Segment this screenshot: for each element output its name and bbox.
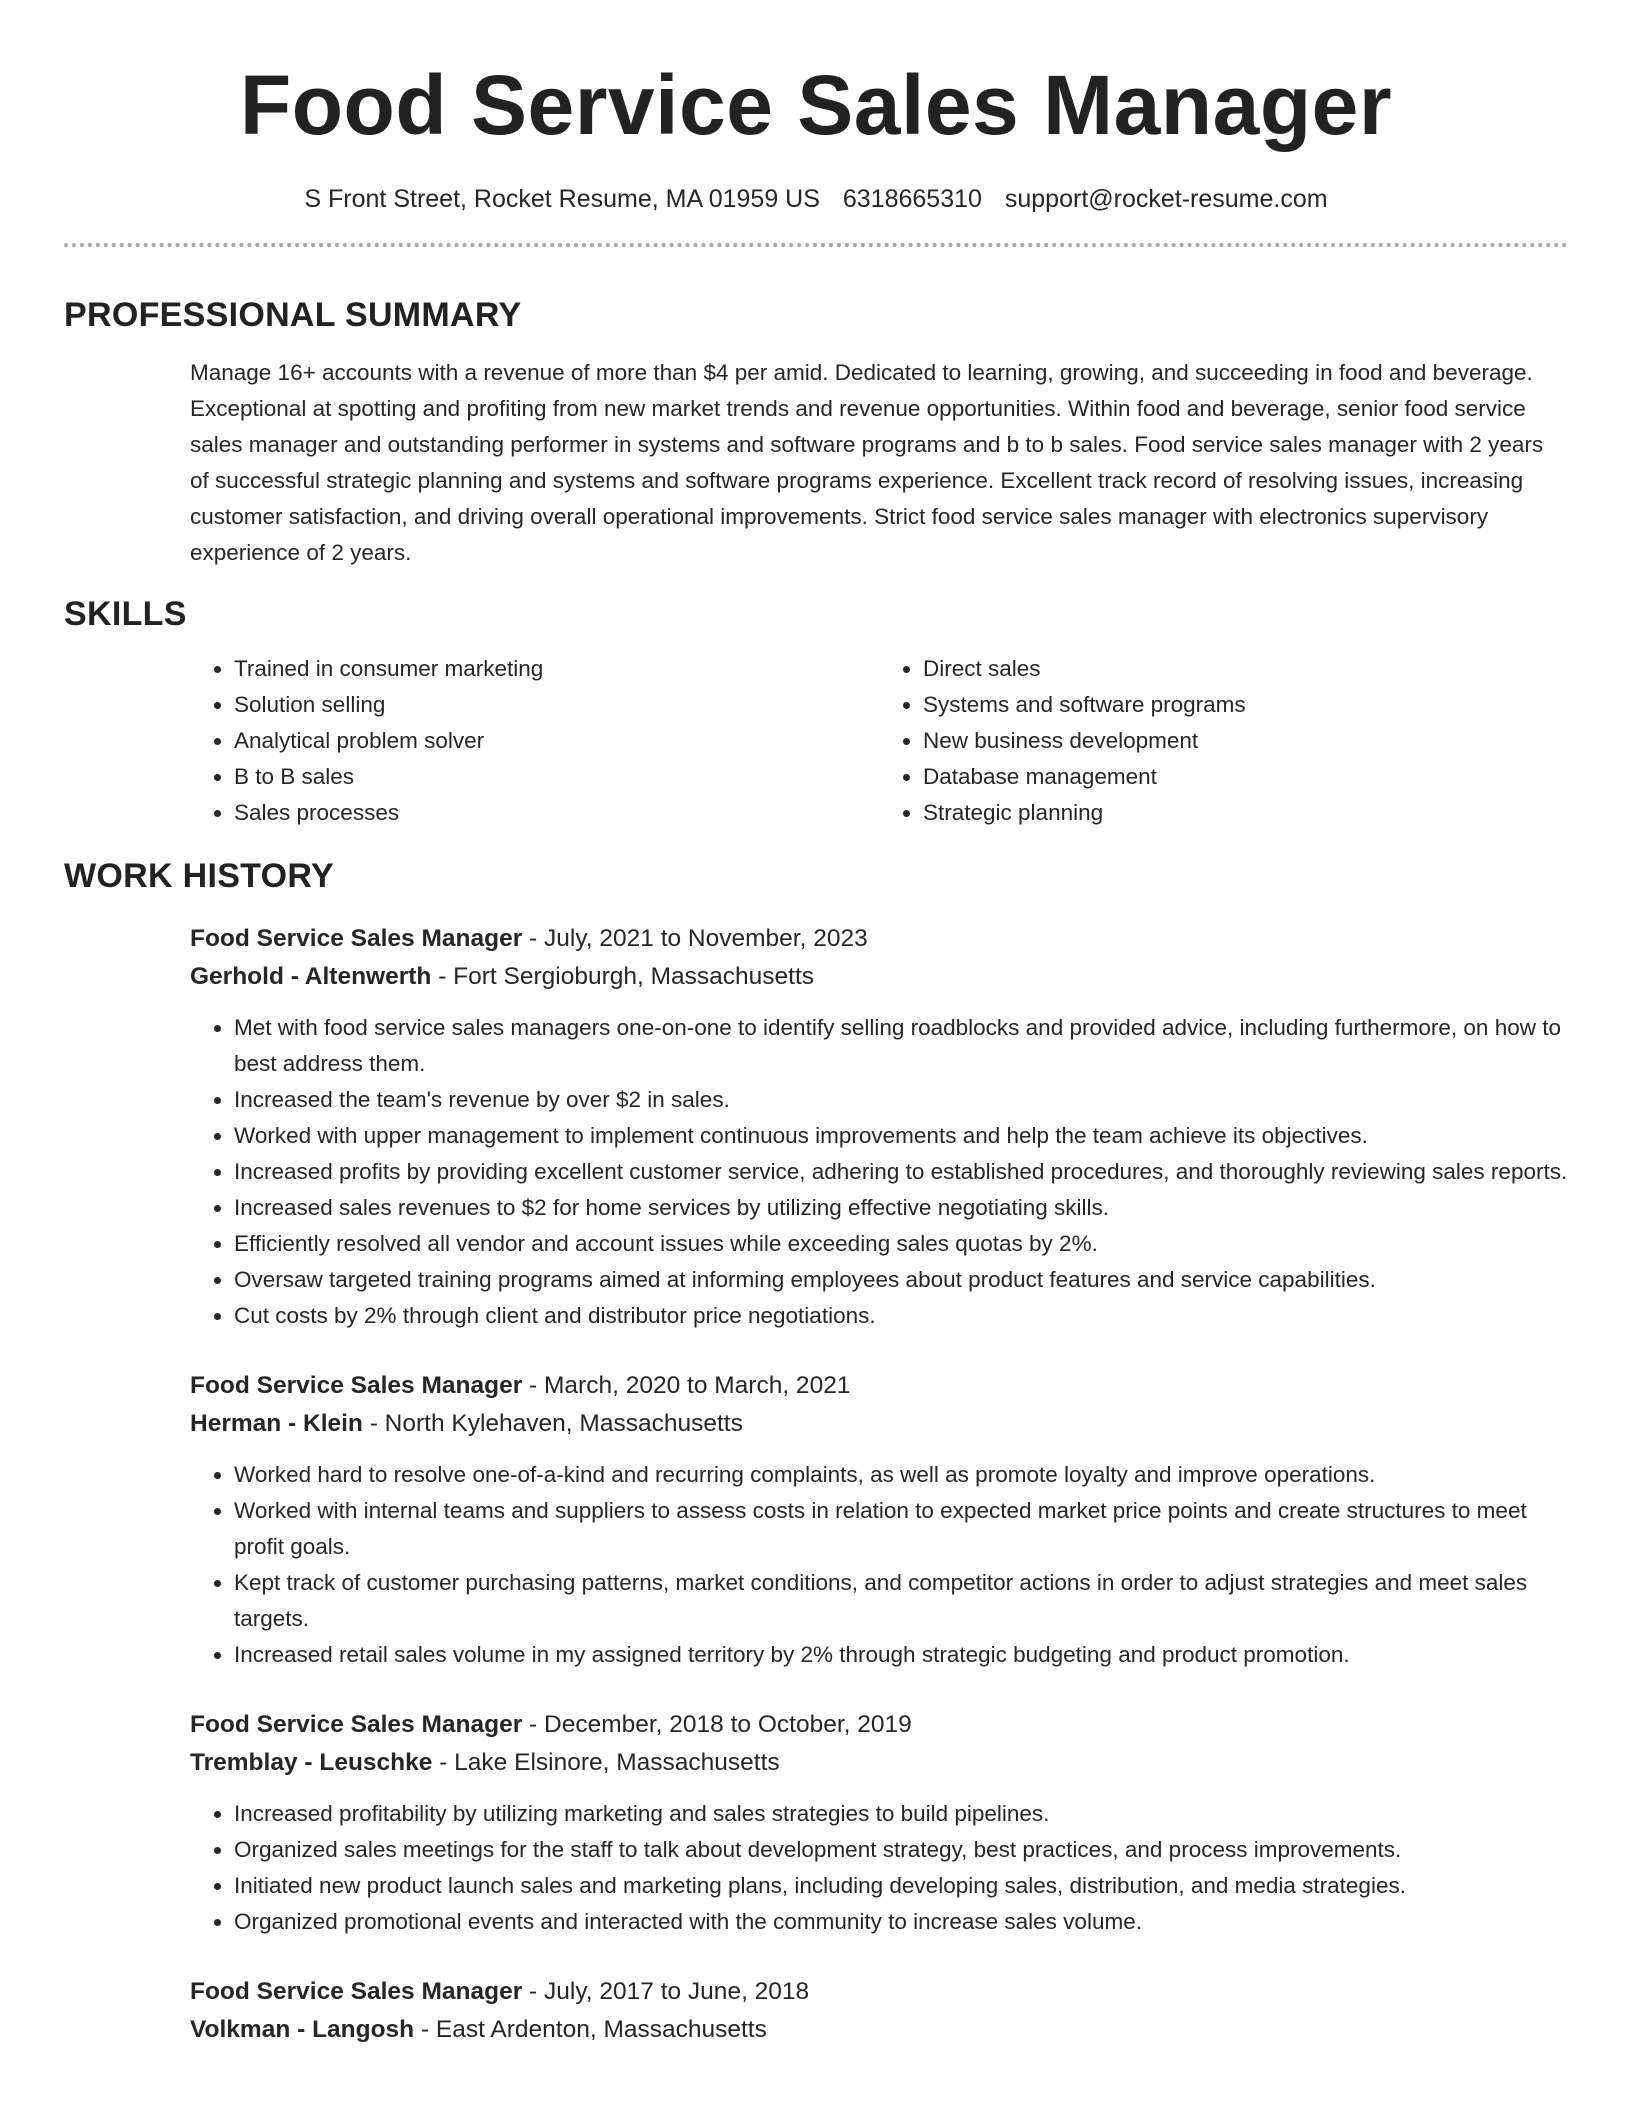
job-bullet: • Worked hard to resolve one-of-a-kind and recurring complaints, as well as promote loyalty and improve operations.: [234, 1457, 1568, 1493]
job-bullet: • Increased profitability by utilizing marketing and sales strategies to build pipelines.: [234, 1796, 1568, 1832]
job-dates: - July, 2017 to June, 2018: [522, 1978, 810, 2005]
skills-column-right: [879, 651, 1568, 831]
job-bullet: • Kept track of customer purchasing patterns, market conditions, and competitor actions in order to adjust strategies and meet sales targets.: [234, 1565, 1568, 1637]
skill-item: • Sales processes: [234, 795, 879, 831]
job-bullets: [190, 1010, 1568, 1334]
job-location: - Fort Sergioburgh, Massachusetts: [431, 963, 815, 990]
work-history-heading: WORK HISTORY: [64, 857, 334, 895]
job-entry: [190, 1973, 1568, 2049]
skill-item: • Strategic planning: [923, 795, 1568, 831]
skill-item: • Analytical problem solver: [234, 723, 879, 759]
skill-item: • Systems and software programs: [923, 687, 1568, 723]
resume-page: [64, 0, 1568, 2112]
job-bullets: [190, 1796, 1568, 1940]
job-dates: - December, 2018 to October, 2019: [522, 1711, 912, 1738]
job-entry: [190, 1706, 1568, 1940]
job-company-line: [190, 2011, 1568, 2049]
job-location: - North Kylehaven, Massachusetts: [362, 1410, 743, 1437]
job-role-line: [190, 1367, 1568, 1405]
job-role-line: [190, 920, 1568, 958]
job-dates: - March, 2020 to March, 2021: [522, 1372, 851, 1399]
job-bullet: • Initiated new product launch sales and marketing plans, including developing sales, distribution, and media strategies.: [234, 1868, 1568, 1904]
job-company: Gerhold - Altenwerth: [190, 963, 432, 990]
job-bullet: • Efficiently resolved all vendor and account issues while exceeding sales quotas by 2%.: [234, 1226, 1568, 1262]
job-company-line: [190, 1405, 1568, 1443]
summary-text: Manage 16+ accounts with a revenue of more than $4 per amid. Dedicated to learning, growing, and succeeding in food and beverage. Exceptional at spotting and profiting from new market trends and revenue opportunities. Within food and beverage, senior food service sales manager and outstanding performer in systems and software programs and b to b sales. Food service sales manager with 2 years of successful strategic planning and systems and software programs experience. Excellent track record of resolving issues, increasing customer satisfaction, and driving overall operational improvements. Strict food service sales manager with electronics supervisory experience of 2 years.: [190, 360, 1544, 565]
contact-phone: 6318665310: [842, 185, 982, 213]
job-bullet: • Cut costs by 2% through client and distributor price negotiations.: [234, 1298, 1568, 1334]
job-role-line: [190, 1973, 1568, 2011]
skill-item: • Trained in consumer marketing: [234, 651, 879, 687]
job-role: Food Service Sales Manager: [190, 1978, 523, 2005]
job-entry: [190, 920, 1568, 1334]
resume-title: Food Service Sales Manager: [239, 58, 1393, 152]
job-location: - East Ardenton, Massachusetts: [414, 2016, 767, 2043]
job-company-line: [190, 958, 1568, 996]
skills-column-left: [190, 651, 879, 831]
job-bullet: • Met with food service sales managers one-on-one to identify selling roadblocks and provided advice, including furthermore, on how to best address them.: [234, 1010, 1568, 1082]
skills-heading: SKILLS: [64, 595, 187, 633]
job-company-line: [190, 1744, 1568, 1782]
job-role: Food Service Sales Manager: [190, 925, 523, 952]
job-bullet: • Increased the team's revenue by over $2 in sales.: [234, 1082, 1568, 1118]
job-bullet: • Organized promotional events and interacted with the community to increase sales volume.: [234, 1904, 1568, 1940]
job-role-line: [190, 1706, 1568, 1744]
job-bullet: • Increased retail sales volume in my assigned territory by 2% through strategic budgeting and product promotion.: [234, 1637, 1568, 1673]
job-bullet: • Increased profits by providing excellent customer service, adhering to established procedures, and thoroughly reviewing sales reports.: [234, 1154, 1568, 1190]
job-location: - Lake Elsinore, Massachusetts: [432, 1749, 780, 1776]
skill-item: • Database management: [923, 759, 1568, 795]
skills-grid: [190, 651, 1568, 831]
job-bullet: • Increased sales revenues to $2 for home services by utilizing effective negotiating skills.: [234, 1190, 1568, 1226]
job-company: Herman - Klein: [190, 1410, 363, 1437]
job-bullet: • Worked with upper management to implement continuous improvements and help the team achieve its objectives.: [234, 1118, 1568, 1154]
job-dates: - July, 2021 to November, 2023: [522, 925, 868, 952]
skill-item: • New business development: [923, 723, 1568, 759]
skill-item: • Direct sales: [923, 651, 1568, 687]
header-divider: [64, 243, 1568, 247]
job-company: Volkman - Langosh: [190, 2016, 415, 2043]
skill-item: • B to B sales: [234, 759, 879, 795]
job-entry: [190, 1367, 1568, 1673]
job-bullet: • Organized sales meetings for the staff to talk about development strategy, best practices, and process improvements.: [234, 1832, 1568, 1868]
summary-heading: PROFESSIONAL SUMMARY: [64, 296, 522, 334]
job-company: Tremblay - Leuschke: [190, 1749, 433, 1776]
job-bullets: [190, 1457, 1568, 1673]
skill-item: • Solution selling: [234, 687, 879, 723]
job-bullet: • Worked with internal teams and suppliers to assess costs in relation to expected market price points and create structures to meet profit goals.: [234, 1493, 1568, 1565]
job-role: Food Service Sales Manager: [190, 1711, 523, 1738]
job-bullet: • Oversaw targeted training programs aimed at informing employees about product features and service capabilities.: [234, 1262, 1568, 1298]
job-role: Food Service Sales Manager: [190, 1372, 523, 1399]
contact-address: S Front Street, Rocket Resume, MA 01959 US: [304, 185, 820, 213]
contact-line: [64, 182, 1568, 216]
contact-email: support@rocket-resume.com: [1004, 185, 1328, 213]
